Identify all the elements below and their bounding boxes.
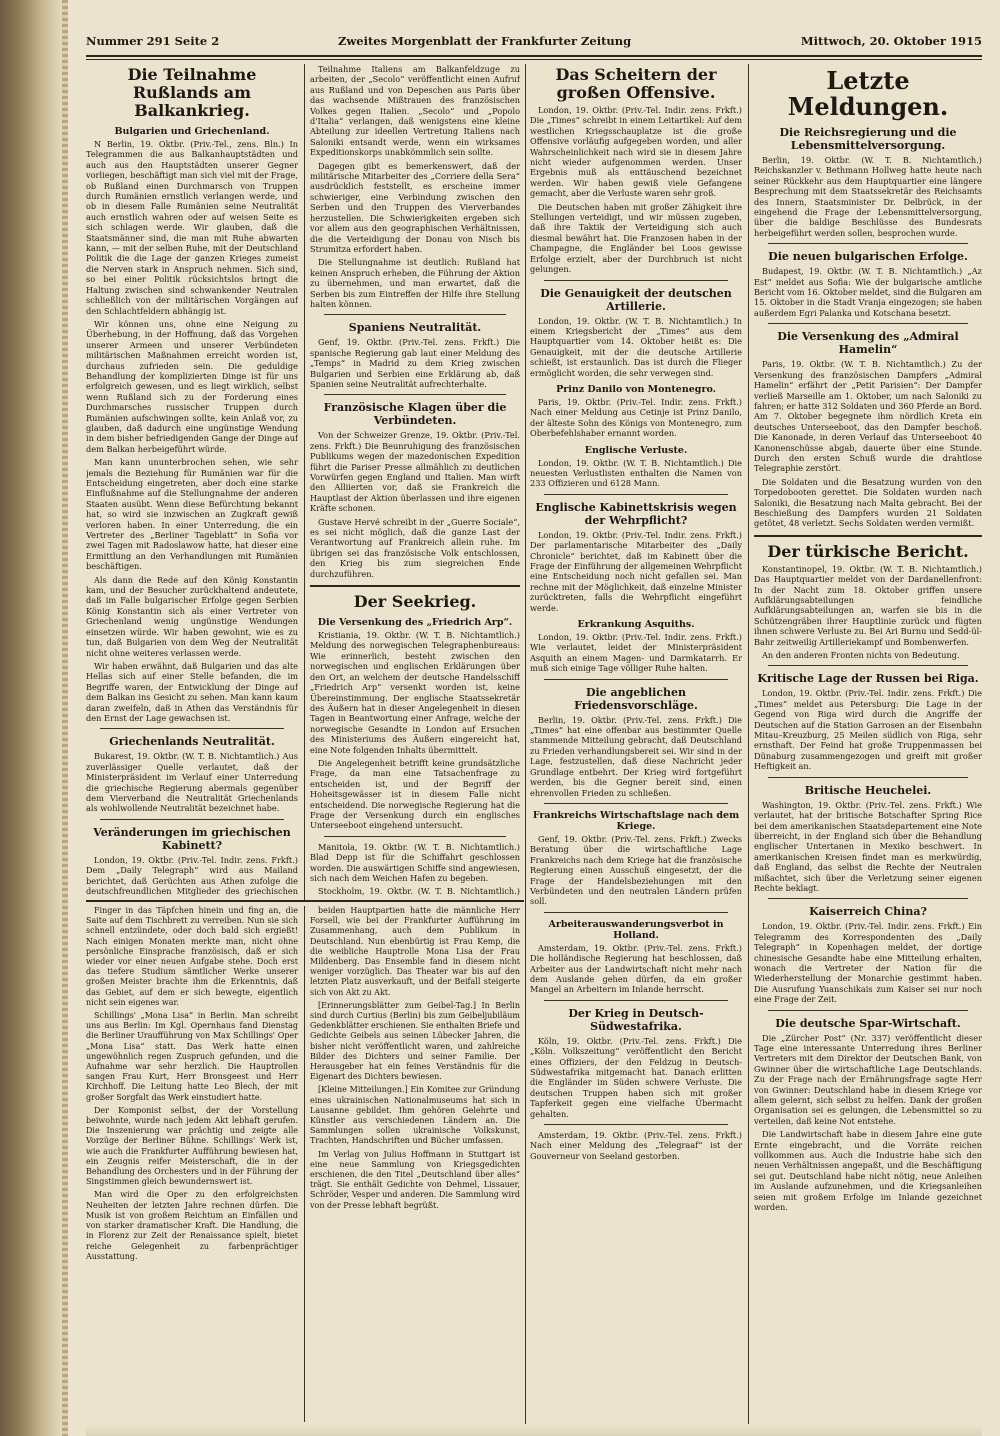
paragraph: [Erinnerungsblätter zum Geibel-Tag.] In Berlin sind durch Curtius (Berlin) bis zum Geibeljubiläum Gedenkblätter erschienen. Sie enthalten Briefe und Gedichte Geibels aus seinen Lübecker Jahren, die bisher nicht veröffentlicht waren, und zahlreiche Bilder des Dichters und seiner Familie. Der Herausgeber hat ein feines Verständnis für die Eigenart des Dichters bewiesen. [310,1000,520,1082]
article-title-english-losses: Englische Verluste. [584,444,688,456]
paragraph: Köln, 19. Oktbr. (Priv.-Tel. zens. Frkft.) Die „Köln. Volkszeitung“ veröffentlicht den Bericht eines Offiziers, der den Feldzug in Deutsch-Südwestafrika mitgemacht hat. Danach erlitten die Engländer im Süden schwere Verluste. Die deutschen Truppen haben sich mit großer Tapferkeit gegen eine vielfache Übermacht gehalten. [530,1035,742,1119]
paragraph: London, 19. Oktbr. (Priv.-Tel. Indir. zens. Frkft.) Der parlamentarische Mitarbeiter des „Daily Chronicle“ berichtet, daß im Kabinett über die Frage der Einführung der allgemeinen Wehrpflicht eine Entscheidung noch nicht gefallen sei. Man rechne mit der Möglichkeit, daß einzelne Minister zurücktreten, falls die Wehrpflicht eingeführt werde. [530,529,742,613]
masthead: Zweites Morgenblatt der Frankfurter Zeitung [338,34,632,48]
paragraph: Bukarest, 19. Oktbr. (W. T. B. Nichtamtlich.) Aus zuverlässiger Quelle verlautet, daß der Ministerpräsident im Verlauf einer Unterredung die griechische Regierung abermals gegenüber dem Vierverband die Neutralität Griechenlands als wohlwollende Neutralität bezeichnet habe. [86,751,298,814]
paragraph: Die Deutschen haben mit großer Zähigkeit ihre Stellungen verteidigt, und wir müssen zugeben, daß ihre Taktik der Verteidigung sich auch diesmal bewährt hat. Die Franzosen haben in der Champagne, die Engländer bei Loos gewisse Erfolge erzielt, aber der Durchbruch ist nicht gelungen. [530,201,742,275]
article-title-asquith-illness: Erkrankung Asquiths. [577,619,695,631]
separator [544,803,728,804]
paragraph: Im Verlag von Julius Hoffmann in Stuttgart ist eine neue Sammlung von Kriegsgedichten erschienen, die den Titel „Deutschland über alles“ trägt. Sie enthält Gedichte von Dehmel, Lissauer, Schröder, Vesper und anderen. Die Sammlung wird von der Presse lebhaft begrüßt. [310,1149,520,1210]
separator [544,494,728,495]
separator [544,280,728,281]
feuilleton-column-2 [310,906,520,1422]
article-title-riga: Kritische Lage der Russen bei Riga. [757,672,979,686]
paragraph: Schillings' „Mona Lisa“ in Berlin. Man schreibt uns aus Berlin: Im Kgl. Opernhaus fand Dienstag die Berliner Uraufführung von Max Schillings' Oper „Mona Lisa“ statt. Das Werk hatte einen ungewöhnlich regen Zuspruch gefunden, und die Aufnahme war sehr herzlich. Die Hauptrollen sangen Frau Kurt, Herr Bronsgeest und Herr Kirchhoff. Die Leitung hatte Leo Blech, der mit großer Sorgfalt das Werk einstudiert hatte. [86,1011,298,1102]
separator [324,314,506,315]
separator [768,665,968,666]
section-rule [754,535,982,537]
article-title-spain-neutrality: Spaniens Neutralität. [348,321,482,335]
header-rule-thin [86,59,982,60]
article-title-offensive: Das Scheitern der großen Offensive. [555,65,717,102]
paragraph: London, 19. Oktbr. (Priv.-Tel. Indir. zens. Frkft.) Die „Times“ schreibt in einem Leitartikel: Auf dem westlichen Kriegsschauplatze ist die große Offensive vorläufig aufgegeben worden, und aller Wahrscheinlichkeit nach wird sie in diesem Jahre nicht wieder aufgenommen werden. Unser Ergebnis muß als enttäuschend bezeichnet werden. Wir haben gewiß viele Gefangene gemacht, aber die Verluste waren sehr groß. [530,105,742,199]
article-title-russia-balkans: Die Teilnahme Rußlands am Balkankrieg. [127,65,257,120]
article-title-southwest-africa: Der Krieg in Deutsch-Südwestafrika. [568,1006,704,1033]
paragraph: Berlin, 19. Oktbr. (Priv.-Tel. zens. Frkft.) Die „Times“ hat eine offenbar aus bestimmter Quelle stammende Mitteilung gebracht, daß Deutschland zu Frieden verhandlungsbereit sei. Wir sind in der Lage, festzustellen, daß diese Nachricht jeder Grundlage entbehrt. Der Krieg wird fortgeführt werden, bis die Gegner bereit sind, einen ehrenvollen Frieden zu schließen. [530,714,742,798]
article-title-greece-neutrality: Griechenlands Neutralität. [109,735,275,749]
paragraph: Kristiania, 19. Oktbr. (W. T. B. Nichtamtlich.) Meldung des norwegischen Telegraphenbureaus: Wie erinnerlich, besteht zwischen den norwegischen und englischen Erklärungen über den Ort, an welchem der deutsche Handelsschiff „Friedrich Arp“ versenkt worden ist, keine Übereinstimmung. Der englische Staatssekretär des Äußern hat in dieser Angelegenheit in diesen Tagen in Beantwortung einer Anfrage, welche der norwegische Gesandte in London auf Ersuchen des Ministeriums des Äußern eingereicht hat, eine Note folgenden Inhalts übermittelt. [310,630,520,755]
paragraph: Die Soldaten und die Besatzung wurden von den Torpedobooten gerettet. Die Soldaten wurden nach Saloniki, die Besatzung nach Malta gebracht. Bei der Beschießung des Dampfers wurden 21 Soldaten getötet, 48 verletzt. Sechs Soldaten werden vermißt. [754,476,982,529]
section-title-latest-news: Letzte Meldungen. [787,66,949,121]
article-title-food-supply: Die Reichsregierung und die Lebensmittelversorgung. [779,126,957,152]
paragraph: [Kleine Mitteilungen.] Ein Komitee zur Gründung eines ukrainischen Nationalmuseums hat sich in Lausanne gebildet. Ihm gehören Gelehrte und Künstler aus verschiedenen Ländern an. Die Sammlungen sollen ukrainische Volkskunst, Trachten, Handschriften und Bücher umfassen. [310,1085,520,1146]
article-title-greek-cabinet: Veränderungen im griechischen Kabinett? [93,825,291,852]
separator [768,243,968,244]
article-title-china-empire: Kaiserreich China? [809,905,927,919]
separator [768,1010,968,1011]
paragraph: Amsterdam, 19. Oktbr. (Priv.-Tel. zens. Frkft.) Die holländische Regierung hat beschlossen, daß Arbeiter aus der Landwirtschaft nicht mehr nach dem Auslande gehen dürfen, da ein großer Mangel an Arbeitern im Inlande herrscht. [530,942,742,995]
paragraph: An den anderen Fronten nichts von Bedeutung. [762,650,960,661]
separator [100,819,284,820]
column-rule-2 [525,64,526,1424]
section-rule [310,585,520,587]
article-title-france-economy: Frankreichs Wirtschaftslage nach dem Kriege. [532,809,740,832]
article-title-prince-danilo: Prinz Danilo von Montenegro. [556,383,716,395]
paragraph: Gustave Hervé schreibt in der „Guerre Sociale“, es sei nicht möglich, daß die ganze Last der Verantwortung auf Frankreich allein ruhe. Im übrigen sei das französische Volk entschlossen, den Krieg bis zum siegreichen Ende durchzuführen. [310,516,520,579]
page-edges [62,0,68,1436]
column-rule-3 [748,64,749,1424]
separator [544,912,728,913]
article-title-german-savings: Die deutsche Spar-Wirtschaft. [775,1016,961,1030]
article-title-artillery: Die Genauigkeit der deutschen Artillerie. [540,286,732,313]
paragraph: Manitola, 19. Oktbr. (W. T. B. Nichtamtlich.) Blad Depp ist für die Schiffahrt geschlossen worden. Die auswärtigen Schiffe sind angewiesen, sich nach dem Weichen Hafen zu begeben. [310,841,520,883]
issue-date: Mittwoch, 20. Oktober 1915 [800,34,982,48]
column-4 [754,64,982,1420]
paragraph: Finger in das Täpfchen hinein und fing an, die Saite auf dem Tischbrett zu verreiben. Nun sie sich schnell entzündete, oder doch bald sich ergießt! Nach einigen Monaten merkte man, nicht ohne persönliche Einsprache französisch, daß er sich wieder vor einer neuen Aufgabe stehe. Doch erst das tiefere Studium sämtlicher Werke unserer großen Meister brachte ihm die Erkenntnis, daß das Gebiet, auf dem er sich bewegte, eigentlich nicht sein eigenes war. [86,906,298,1007]
paragraph: Paris, 19. Oktbr. (Priv.-Tel. Indir. zens. Frkft.) Nach einer Meldung aus Cetinje ist Prinz Danilo, der älteste Sohn des Königs von Montenegro, zum Oberbefehlshaber ernannt worden. [530,396,742,439]
separator [100,728,284,729]
paragraph: Konstantinopel, 19. Oktbr. (W. T. B. Nichtamtlich.) Das Hauptquartier meldet von der Dardanellenfront: In der Nacht zum 18. Oktober griffen unsere Aufklärungsabteilungen feindliche Aufklärungsabteilungen an, warfen sie bis in die Schützengräben ihrer Hauptlinie zurück und fügten ihnen schwere Verluste zu. Bei Ari Burnu und Sedd-ül-Bahr zeitweilig Artilleriekampf und Bombenwerfen. [754,563,982,647]
paragraph: Stockholm, 19. Oktbr. (W. T. B. Nichtamtlich.) [318,886,520,896]
column-3 [530,64,742,1420]
article-title-admiral-hamelin: Die Versenkung des „Admiral Hamelin“ [777,330,959,357]
paragraph: London, 19. Oktbr. (Priv.-Tel. Indir. zens. Frkft.) Ein Telegramm des Korrespondenten des „Daily Telegraph“ in Kopenhagen meldet, der dortige chinesische Gesandte habe eine Mitteilung erhalten, wonach die Vertreter der Nation für die Wiederherstellung der Monarchie gestimmt haben. Die Ausrufung Yuanschikais zum Kaiser sei nur noch eine Frage der Zeit. [754,921,982,1005]
paragraph: Budapest, 19. Oktbr. (W. T. B. Nichtamtlich.) „Az Est“ meldet aus Sofia: Wie der bulgarische amtliche Bericht vom 16. Oktober meldet, sind die Bulgaren am 15. Oktober in die Stadt Vranja eingezogen; sie haben außerdem Egri Palanka und Kotschana besetzt. [754,266,982,318]
paragraph: Der Komponist selbst, der der Vorstellung beiwohnte, wurde nach jedem Akt lebhaft gerufen. Die Inszenierung war prächtig und zeigte alle Vorzüge der Berliner Bühne. Schillings' Werk ist, wie auch die Frankfurter Aufführung bewiesen hat, ein Zeugnis reifer Meisterschaft, die in der Behandlung des Orchesters und in der Führung der Singstimmen gleich bewundernswert ist. [86,1105,298,1187]
section-title-naval-war: Der Seekrieg. [353,592,477,612]
paragraph: Teilnahme Italiens am Balkanfeldzuge zu arbeiten, der „Secolo“ veröffentlicht einen Aufruf aus Rußland und von Depeschen aus Paris über das wachsende Mißtrauen des französischen Volkes gegen Italien. „Secolo“ und „Popolo d'Italia“ verlangen, daß wenigstens eine kleine Abteilung zur ideellen Vertretung Italiens nach Saloniki entsandt werde, wenn ein wirksames Expeditionskorps unabkömmlich sein sollte. [310,64,520,158]
paragraph: Man kann ununterbrochen sehen, wie sehr jemals die Beziehung für Rumänien war für die Entscheidung eingetreten, aber doch eine starke Einflußnahme auf die Stellungnahme der anderen Staaten ausübt. Wenn diese Befürchtung bekannt hat, so wird sie inzwischen an Zugkraft gewiß verloren haben. In einer Unterredung, die ein Vertreter des „Berliner Tageblatt“ in Sofia vor zwei Tagen mit Radoslawow hatte, hat dieser eine Ermittlung an den Verhandlungen mit Rumänien beschäftigen. [86,457,298,572]
header-rule [86,55,982,57]
paragraph: Paris, 19. Oktbr. (W. T. B. Nichtamtlich.) Zu der Versenkung des französischen Dampfers „Admiral Hamelin“ erfährt der „Petit Parisien“: Der Dampfer verließ Marseille am 1. Oktober, um nach Saloniki zu fahren; er hatte 312 Soldaten und 360 Pferde an Bord. Am 7. Oktober begegnete ihm nördlich Kreta ein deutsches Unterseeboot, das den Dampfer beschoß. Die Kanonade, in deren Verlauf das Unterseeboot 40 Kanonenschüsse abgab, dauerte über eine Stunde. Durch den ersten Schuß wurde die drahtlose Telegraphie zerstört. [754,359,982,474]
section-title-turkish-report: Der türkische Bericht. [767,541,969,561]
paragraph: Die „Zürcher Post“ (Nr. 337) veröffentlicht dieser Tage eine interessante Unterredung ihres Berliner Vertreters mit dem Direktor der Deutschen Bank, von Gwinner über die wirtschaftliche Lage Deutschlands. Zu der Frage nach der Ernährungsfrage sagte Herr von Gwinner: Deutschland habe in diesem Kriege vor allem gelernt, sich selbst zu helfen. Dank der großen Organisation sei es gelungen, die Lebensmittel so zu verteilen, daß keine Not entstehe. [754,1032,982,1126]
separator [544,1000,728,1001]
paragraph: Die Landwirtschaft habe in diesem Jahre eine gute Ernte eingebracht, und die Vorräte reichen vollkommen aus. Auch die Industrie habe sich den neuen Verhältnissen angepaßt, und die Beschäftigung sei gut. Deutschland habe nicht nötig, neue Anleihen im Auslande aufzunehmen, und die Kriegsanleihen seien mit großem Erfolge im Inlande gezeichnet worden. [754,1129,982,1213]
separator [768,777,968,778]
page-header [86,32,982,52]
paragraph: Genf, 19. Oktbr. (Priv.-Tel. zens. Frkft.) Die spanische Regierung gab laut einer Meldung des „Temps“ in Madrid zu dem Krieg zwischen Bulgarien und Serbien eine Erklärung ab, daß Spanien seine Neutralität aufrechterhalte. [310,337,520,389]
paragraph: N Berlin, 19. Oktbr. (Priv.-Tel., zens. Bln.) In Telegrammen die aus Balkanhauptstädten und auch aus den Hauptstädten unserer Gegner vorliegen, beschäftigt man sich viel mit der Frage, ob Rußland einen Durchmarsch von Truppen durch Rumänien ernstlich verlangen werde, und ob in diesem Falle Rumänien seine Neutralität auch ernstlich wahren oder auf weisen Seite es sich schlagen werde. Wir glauben, daß die Staatsmänner sind, die man mit Ruhe abwarten kann, — mit der selben Ruhe, mit der Deutschland Politik die die Lage der ganzen Krieges zumeist die Nerven stark in Anspruch nehmen. Sich sind, so bei einer Politik rücksichtslos bringt die Haltung zwischen sind schwankender Neutralen schließlich von der militärischen Vorgängen auf den Schlachtfeldern abhängig ist. [86,139,298,316]
article-title-holland-emigration: Arbeiterauswanderungsverbot in Holland. [548,918,724,941]
paragraph: London, 19. Oktbr. (W. T. B. Nichtamtlich.) Die neuesten Verlustlisten enthalten die Namen von 233 Offizieren und 6128 Mann. [530,457,742,489]
article-title-british-hypocrisy: Britische Heuchelei. [804,783,932,797]
paragraph: Genf, 19. Oktbr. (Priv.-Tel. zens. Frkft.) Zwecks Beratung über die wirtschaftliche Lage Frankreichs nach dem Kriege hat die französische Regierung einen Ausschuß eingesetzt, der die Frage der Handelsbeziehungen mit den Verbündeten und den neutralen Ländern prüfen soll. [530,833,742,907]
article-title-bulgarian-successes: Die neuen bulgarischen Erfolge. [768,250,968,264]
paragraph: Man wird die Oper zu den erfolgreichsten Neuheiten der letzten Jahre rechnen dürfen. Die Musik ist von großem Reichtum an Einfällen und von starker dramatischer Kraft. Die Handlung, die in Florenz zur Zeit der Renaissance spielt, bietet reiche Gelegenheit zu farbenprächtiger Ausstattung. [86,1190,298,1261]
separator [544,1124,728,1125]
column-rule-feuilleton [304,906,305,1422]
article-subtitle-friedrich-arp: Die Versenkung des „Friedrich Arp“. [317,617,513,629]
paragraph: Wir können uns, ohne eine Neigung zu Überhebung, in der Hoffnung, daß das Vorgehen unserer Armeen und unserer Verbündeten militärischen Maßnahmen erreicht worden ist, durchaus zufrieden sein. Die geduldige Behandlung der komplizierten Dinge ist für uns erfolgreich gewesen, und es liegt wirklich, selbst wenn Rußland sich zu der Forderung eines Durchmarsches russischer Truppen durch Rumänien aufschwingen sollte, kein Anlaß vor, zu glauben, daß dadurch eine ungünstige Wendung in dem bisher befriedigenden Gange der Dinge auf dem Balkan herbeigeführt würde. [86,318,298,454]
paragraph: London, 19. Oktbr. (Priv.-Tel. Indir. zens. Frkft.) Wie verlautet, leidet der Ministerpräsident Asquith an einem Magen- und Darmkatarrh. Er muß sich einige Tage völliger Ruhe halten. [530,632,742,674]
column-rule-1 [304,64,305,900]
paragraph: Die Angelegenheit betrifft keine grundsätzliche Frage, da man eine Tatsachenfrage zu entscheiden ist, und der Begriff der Hoheitsgewässer ist in diesem Falle nicht entscheidend. Die norwegische Regierung hat die Frage der Versenkung durch ein englisches Unterseeboot eingehend untersucht. [310,757,520,831]
separator [768,323,968,324]
paragraph: London, 19. Oktbr. (Priv.-Tel. Indir. zens. Frkft.) Die „Times“ meldet aus Petersburg: Die Lage in der Gegend von Riga wird durch die Angriffe der Deutschen auf die Station Garrosen an der Eisenbahn Mitau–Kreuzburg, 25 Meilen südlich von Riga, sehr ernsthaft. Der Feind hat große Truppenmassen bei Dünaburg zusammengezogen und greift mit großer Heftigkeit an. [754,688,982,772]
paragraph: Von der Schweizer Grenze, 19. Oktbr. (Priv.-Tel. zens. Frkft.) Die Beunruhigung des französischen Publikums wegen der mazedonischen Expedition führt die Pariser Presse allmählich zu deutlichen Vorwürfen gegen England und Italien. Man wirft den Alliierten vor, daß sie Frankreich die Hauptlast der Aktion überlassen und ihre eigenen Kräfte schonen. [310,430,520,514]
article-subtitle-bulgaria-greece: Bulgarien und Griechenland. [114,126,270,137]
paragraph: beiden Hauptpartien hatte die männliche Herr Forsell, wie bei der Frankfurter Aufführung im Zusammenhang, auch dem Publikum in Deutschland. Nun ebenbürtig ist Frau Kemp, die die weibliche Hauptrolle Mona Lisa der Frau Mildenberg. Das Ensemble fand in diesem nicht weniger vorzüglich. Das Theater war bis auf den letzten Platz ausverkauft, und der Beifall steigerte sich von Akt zu Akt. [310,906,520,997]
paragraph: Die Stellungnahme ist deutlich: Rußland hat keinen Anspruch erheben, die Führung der Aktion zu übernehmen, und man erwartet, daß die Serben bis zum Eintreffen der Hilfe ihre Stellung halten können. [310,257,520,309]
paragraph: Als dann die Rede auf den König Konstantin kam, und der Besucher zurückhaltend andeutete, daß im Falle bulgarischer Erfolge gegen Serbien König Konstantin sich als einer Vertreter von Griechenland wenig ungünstige Wendungen einsetzen würde. Wir haben gewohnt, wie es zu tun, daß Bulgarien von dem Weg der Neutralität nicht ohne weiteres verlassen werde. [86,574,298,658]
separator [768,898,968,899]
paragraph: Wir haben erwähnt, daß Bulgarien und das alte Hellas sich auf einer Stelle befanden, die im Begriffe waren, der Entwicklung der Dinge auf dem Balkan ins Gesicht zu sehen. Man kann kaum daran zweifeln, daß in Athen das Verständnis für den Ernst der Lage gewachsen ist. [86,660,298,723]
separator [544,679,728,680]
paragraph: Berlin, 19. Oktbr. (W. T. B. Nichtamtlich.) Reichskanzler v. Bethmann Hollweg hatte heute nach seiner Rückkehr aus dem Hauptquartier eine längere Besprechung mit dem Staatssekretär des Reichsamts des Innern, Staatsminister Dr. Delbrück, in der eingehend die Frage der Lebensmittelversorgung, über die baldige Beschlüsse des Bundesrats herbeigeführt werden sollen, besprochen wurde. [754,155,982,238]
separator [324,394,506,395]
feuilleton-column-1 [86,906,298,1422]
column-1 [86,64,298,896]
issue-number: Nummer 291 Seite 2 [86,34,220,48]
paragraph: Washington, 19. Oktbr. (Priv.-Tel. zens. Frkft.) Wie verlautet, hat der britische Botschafter Spring Rice bei dem amerikanischen Staatsdepartement eine Note überreicht, in der England sich über die Behandlung englischer Untertanen in Mexiko beschwert. In amerikanischen Kreisen findet man es merkwürdig, daß England, das selbst die Rechte der Neutralen mißachtet, sich über die Verletzung seiner eigenen Rechte beklagt. [754,799,982,893]
paragraph: Dagegen gibt es bemerkenswert, daß der militärische Mitarbeiter des „Corriere della Sera“ ausdrücklich feststellt, es erscheine immer schwieriger, eine Verbindung zwischen den Serben und den Truppen des Vierverbandes herzustellen. Die Schwierigkeiten ergeben sich vor allem aus den geographischen Verhältnissen, die die Verteidigung der Donau von Nisch bis Strumitza erfordert haben. [310,160,520,254]
article-title-french-complaints: Französische Klagen über die Verbündeten. [323,401,507,428]
paragraph: London, 19. Oktbr. (W. T. B. Nichtamtlich.) In einem Kriegsbericht der „Times“ aus dem Hauptquartier vom 14. Oktober heißt es: Die Genauigkeit, mit der die deutsche Artillerie schießt, ist erstaunlich. Das ist durch die Flieger ermöglicht worden, die sehr verwegen sind. [530,315,742,378]
article-title-cabinet-crisis: Englische Kabinettskrisis wegen der Wehrpflicht? [535,500,737,527]
paragraph: Amsterdam, 19. Oktbr. (Priv.-Tel. zens. Frkft.) Nach einer Meldung des „Telegraaf“ ist der Gouverneur von Seeland gestorben. [530,1130,742,1161]
article-title-peace-proposals: Die angeblichen Friedensvorschläge. [574,685,698,712]
column-2 [310,64,520,896]
separator [324,836,506,837]
page-bottom-shade [86,1425,982,1436]
book-binding [0,0,62,1436]
feuilleton-rule [86,900,524,902]
paragraph: London, 19. Oktbr. (Priv.-Tel. Indir. zens. Frkft.) Dem „Daily Telegraph“ wird aus Mailand berichtet, daß Gerüchten aus Athen zufolge die deutschfreundlichen Mitglieder des griechischen [86,854,298,896]
